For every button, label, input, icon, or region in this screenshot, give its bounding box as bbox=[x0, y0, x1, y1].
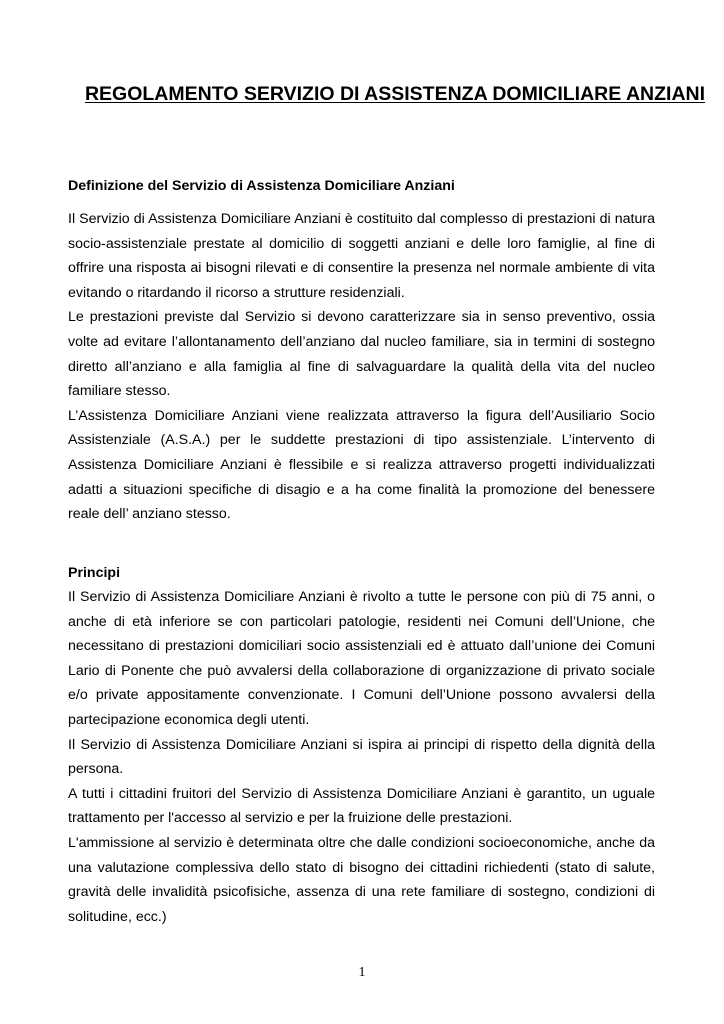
paragraph: A tutti i cittadini fruitori del Servizio di Assistenza Domiciliare Anziani è garantito, un uguale trattamento per l'accesso al servizio e per la fruizione delle prestazioni. bbox=[68, 785, 655, 827]
paragraph: L'ammissione al servizio è determinata oltre che dalle condizioni socioeconomiche, anche da una valutazione complessiva dello stato di bisogno dei cittadini richiedenti (stato di salute, gravità delle invalidità psicofisiche, assenza di una rete familiare di sostegno, condizioni di solitudine, ecc.) bbox=[68, 834, 655, 925]
paragraph: Il Servizio di Assistenza Domiciliare Anziani è rivolto a tutte le persone con più di 75 anni, o anche di età inferiore se con particolari patologie, residenti nei Comuni dell’Unione, che necessitano di prestazioni domiciliari socio assistenziali ed è attuato dall’unione dei Comuni Lario di Ponente che può avvalersi della collaborazione di organizzazione di privato sociale e/o private appositamente convenzionate. I Comuni dell’Unione possono avvalersi della partecipazione economica degli utenti. bbox=[68, 589, 655, 728]
section-heading-definizione: Definizione del Servizio di Assistenza Domiciliare Anziani bbox=[68, 178, 455, 194]
paragraph: Il Servizio di Assistenza Domiciliare Anziani si ispira ai principi di rispetto della dignità della persona. bbox=[68, 736, 655, 778]
document-title: REGOLAMENTO SERVIZIO DI ASSISTENZA DOMICILIARE ANZIANI bbox=[84, 83, 706, 105]
page-number: 1 bbox=[358, 965, 366, 980]
section-heading-principi: Principi bbox=[68, 565, 121, 581]
paragraph: Le prestazioni previste dal Servizio si devono caratterizzare sia in senso preventivo, ossia volte ad evitare l’allontanamento dell’anziano dal nucleo familiare, sia in termini di sostegno diretto all’anziano e alla famiglia al fine di salvaguardare la qualità della vita del nucleo familiare stesso. bbox=[68, 309, 655, 400]
paragraph: L’Assistenza Domiciliare Anziani viene realizzata attraverso la figura dell’Ausiliario Socio Assistenziale (A.S.A.) per le suddette prestazioni di tipo assistenziale. L’intervento di Assistenza Domiciliare Anziani è flessibile e si realizza attraverso progetti individualizzati adatti a situazioni specifiche di disagio e a ha come finalità la promozione del benessere reale dell’ anziano stesso. bbox=[68, 407, 655, 523]
section-body-principi bbox=[68, 585, 655, 929]
section-body-definizione bbox=[68, 207, 655, 527]
paragraph: Il Servizio di Assistenza Domiciliare Anziani è costituito dal complesso di prestazioni di natura socio-assistenziale prestate al domicilio di soggetti anziani e delle loro famiglie, al fine di offrire una risposta ai bisogni rilevati e di consentire la presenza nel normale ambiente di vita evitando o ritardando il ricorso a strutture residenziali. bbox=[68, 211, 655, 301]
